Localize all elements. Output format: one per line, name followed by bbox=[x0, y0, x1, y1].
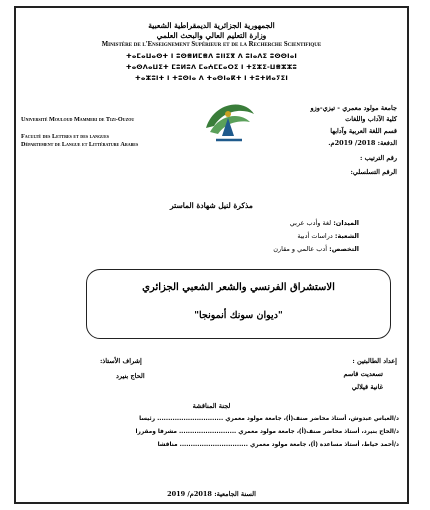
supervisor-label: إشراف الأستاذ: bbox=[100, 357, 142, 365]
branch-label: الشعبة: bbox=[334, 232, 359, 240]
order-number-label: رقم الترتيب : bbox=[360, 154, 397, 162]
university-logo bbox=[200, 92, 258, 146]
tifinagh-line-2: ⵜⴰⵙⴷⴰⵡⵉⵜ ⵎⵓⵍⵓⴷ ⵎⴰⵄⵎⵎⴰⵔⵉ ⵏ ⵜⵉⵣⵉ-ⵡⴻⵣⵣⵓ bbox=[125, 63, 298, 71]
member-name: د/أحمد خياط، أستاذ مساعدة (أ)، جامعة مولود معمري bbox=[249, 442, 399, 448]
field-label: الميدان: bbox=[333, 219, 359, 227]
member-name: د/الحاج بنيرد، أستاذ محاضر صنف(أ)، جامعة مولود معمري bbox=[238, 429, 399, 435]
specialization-value: أدب عالمي و مقارن bbox=[273, 245, 328, 253]
batch-year: الدفعة: 2018/ 2019م. bbox=[328, 139, 397, 147]
field-line bbox=[290, 219, 359, 227]
right-university: جامعة مولود معمري - تيزي-وزو bbox=[310, 104, 397, 112]
tifinagh-line-1: ⵜⴰⵎⴰⵡⴰⵙⵜ ⵏ ⵓⵙⴻⵍⵎⴻⴷ ⵓⵏⵏⵉⴳ ⴷ ⵓⵏⴰⴷⵉ ⵓⵙⵙⵏⴰⵏ bbox=[125, 52, 298, 60]
thesis-title: الاستشراق الفرنسي والشعر الشعبي الجزائري bbox=[142, 282, 335, 293]
field-value: لغة وأدب عربي bbox=[289, 219, 332, 227]
committee-member-1 bbox=[139, 416, 399, 422]
supervisor-name: الحاج بنيرد bbox=[116, 372, 145, 380]
right-faculty: كلية الآداب واللغات bbox=[345, 115, 397, 123]
member-role: مشرفا ومقررا bbox=[135, 429, 177, 435]
branch-line bbox=[297, 232, 359, 240]
member-role: مناقشا bbox=[157, 442, 178, 448]
memo-title: مذكرة لنيل شهادة الماستر bbox=[170, 201, 253, 210]
document-page bbox=[14, 6, 409, 504]
left-faculty: Faculté des Lettres et des langues bbox=[21, 133, 109, 140]
student-name-1: تسعديت قاسم bbox=[343, 370, 383, 378]
dots-leader: ............................... bbox=[179, 442, 248, 448]
member-role: رئيسا bbox=[139, 416, 156, 422]
student-name-2: غانية قيلالي bbox=[351, 383, 383, 391]
committee-member-3 bbox=[158, 442, 399, 448]
dots-leader: .......................... bbox=[178, 429, 237, 435]
specialization-line bbox=[273, 245, 359, 253]
ministry-french: Ministère de l'Enseignement Supérieur et de la Recherche Scientifique bbox=[101, 41, 322, 48]
committee-member-2 bbox=[136, 429, 399, 435]
ministry-arabic: وزارة التعليم العالي والبحث العلمي bbox=[156, 31, 267, 40]
branch-value: دراسات أدبية bbox=[297, 232, 333, 240]
republic-heading: الجمهورية الجزائرية الديمقراطية الشعبية bbox=[148, 21, 275, 30]
committee-heading: لجنة المناقشة bbox=[192, 402, 231, 410]
tifinagh-line-3: ⵜⴰⵣⵓⵏⵜ ⵏ ⵜⵓⵙⵏⴰ ⴷ ⵜⴰⵙⵏⴰⴽⵜ ⵏ ⵜⵓⵜⵍⴰⵢⵉⵏ bbox=[135, 74, 288, 82]
left-university: Université Mouloud Mammeri de Tizi-Ouzou bbox=[21, 116, 135, 123]
serial-number-label: الرقم التسلسلي: bbox=[350, 168, 397, 176]
right-department: قسم اللغة العربية وآدابها bbox=[330, 127, 397, 135]
member-name: د/العباس عبدوش، أستاذ محاضر صنف(أ)، جامعة مولود معمري bbox=[225, 416, 399, 422]
students-label: إعداد الطالبتين : bbox=[352, 357, 397, 365]
specialization-label: التخصص: bbox=[329, 245, 359, 253]
left-department: Département de Langue et Littérature Arabes bbox=[21, 141, 139, 148]
thesis-subtitle: "ديوان سونك أنمونجا" bbox=[194, 310, 283, 321]
thesis-title-box bbox=[86, 269, 391, 339]
academic-year: السنة الجامعية: 2018م/ 2019 bbox=[167, 490, 256, 498]
dots-leader: .............................. bbox=[157, 416, 224, 422]
